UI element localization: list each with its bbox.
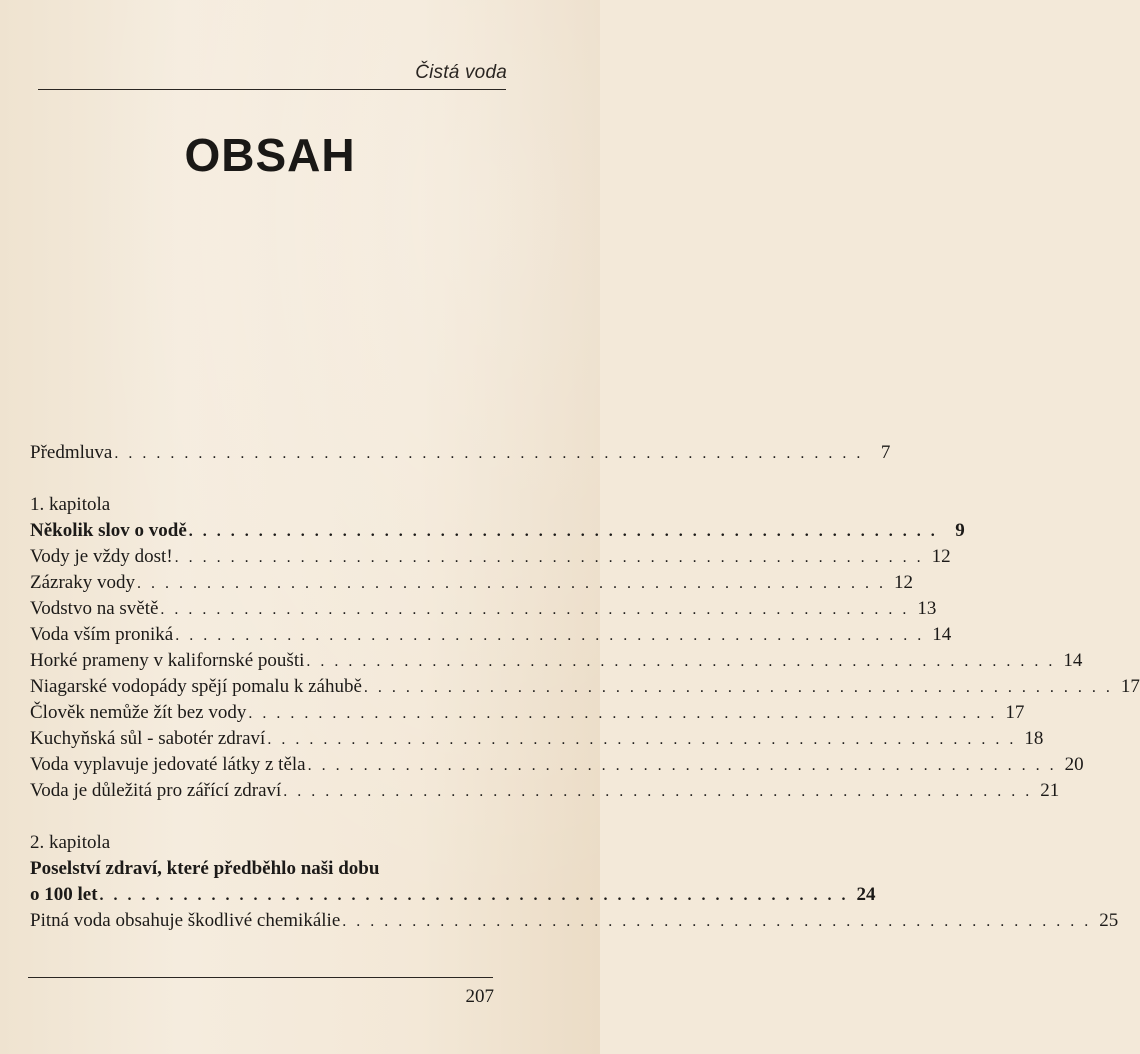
toc-entry-page: 17	[1120, 676, 1140, 697]
toc-entry-label: Voda je důležitá pro zářící zdraví	[30, 780, 282, 801]
toc-entry[interactable]	[30, 778, 1060, 804]
spacer	[30, 804, 493, 830]
toc-entry-label: Předmluva	[30, 442, 113, 463]
leader-dots: . . . . . . . . . . . . . . . . . . . . . . . . . . . . . . . . . . . . . . . . . . . . . . . . . . . . . .	[174, 549, 924, 566]
toc-entry-page: 24	[856, 884, 876, 905]
toc-entry[interactable]	[30, 622, 952, 648]
toc-entry-page: 12	[931, 546, 951, 567]
toc-entry[interactable]	[30, 570, 913, 596]
toc-entry-label: Zázraky vody	[30, 572, 135, 593]
running-header-title: Čistá voda	[415, 62, 507, 83]
toc-entry-page: 7	[880, 442, 891, 463]
leader-dots: . . . . . . . . . . . . . . . . . . . . . . . . . . . . . . . . . . . . . . . . . . . . . . . . . . . . . .	[248, 705, 998, 722]
page-number: 207	[465, 986, 494, 1007]
table-of-contents	[30, 440, 1140, 934]
toc-entry-label: o 100 let	[30, 884, 98, 905]
toc-entry-page: 14	[932, 624, 952, 645]
leader-dots: . . . . . . . . . . . . . . . . . . . . . . . . . . . . . . . . . . . . . . . . . . . . . . . . . . . . . .	[136, 575, 886, 592]
toc-entry[interactable]	[30, 674, 1140, 700]
toc-entry-chapter-2-title[interactable]	[30, 882, 876, 908]
toc-entry[interactable]	[30, 648, 1083, 674]
toc-entry[interactable]	[30, 700, 1025, 726]
toc-entry-page: 12	[893, 572, 913, 593]
chapter-2-title-line-1[interactable]: Poselství zdraví, které předběhlo naši dobu	[30, 858, 380, 879]
leader-dots: . . . . . . . . . . . . . . . . . . . . . . . . . . . . . . . . . . . . . . . . . . . . . . . . . . . . . .	[306, 653, 1056, 670]
toc-entry-page: 20	[1064, 754, 1084, 775]
toc-entry-label: Člověk nemůže žít bez vody	[30, 702, 247, 723]
toc-entry-label: Vody je vždy dost!	[30, 546, 173, 567]
leader-dots: . . . . . . . . . . . . . . . . . . . . . . . . . . . . . . . . . . . . . . . . . . . . . . . . . . . . . .	[99, 887, 849, 904]
toc-entry-page: 25	[1099, 910, 1119, 931]
toc-entry[interactable]	[30, 752, 1084, 778]
leader-dots: . . . . . . . . . . . . . . . . . . . . . . . . . . . . . . . . . . . . . . . . . . . . . . . . . . . . . .	[307, 757, 1057, 774]
toc-entry-page: 13	[917, 598, 937, 619]
leader-dots: . . . . . . . . . . . . . . . . . . . . . . . . . . . . . . . . . . . . . . . . . . . . . . . . . . . . . .	[188, 523, 938, 540]
toc-entry-page: 14	[1063, 650, 1083, 671]
toc-entry-label: Několik slov o vodě	[30, 520, 187, 541]
toc-entry-label: Vodstvo na světě	[30, 598, 159, 619]
chapter-1-number: 1. kapitola	[30, 494, 111, 515]
toc-entry[interactable]	[30, 908, 1119, 934]
header-rule	[38, 89, 506, 90]
leader-dots: . . . . . . . . . . . . . . . . . . . . . . . . . . . . . . . . . . . . . . . . . . . . . . . . . . . . . .	[342, 913, 1092, 930]
leader-dots: . . . . . . . . . . . . . . . . . . . . . . . . . . . . . . . . . . . . . . . . . . . . . . . . . . . . . .	[283, 783, 1033, 800]
toc-entry-preface[interactable]	[30, 440, 891, 466]
toc-entry[interactable]	[30, 596, 937, 622]
toc-entry-label: Voda vyplavuje jedovaté látky z těla	[30, 754, 306, 775]
toc-entry-page: 9	[955, 520, 965, 541]
leader-dots: . . . . . . . . . . . . . . . . . . . . . . . . . . . . . . . . . . . . . . . . . . . . . . . . . . . . . .	[114, 445, 864, 462]
leader-dots: . . . . . . . . . . . . . . . . . . . . . . . . . . . . . . . . . . . . . . . . . . . . . . . . . . . . . .	[160, 601, 910, 618]
toc-entry-label: Voda vším proniká	[30, 624, 174, 645]
toc-entry-chapter-1-title[interactable]	[30, 518, 965, 544]
leader-dots: . . . . . . . . . . . . . . . . . . . . . . . . . . . . . . . . . . . . . . . . . . . . . . . . . . . . . .	[267, 731, 1017, 748]
toc-entry-label: Niagarské vodopády spějí pomalu k záhubě	[30, 676, 362, 697]
toc-entry[interactable]	[30, 726, 1044, 752]
leader-dots: . . . . . . . . . . . . . . . . . . . . . . . . . . . . . . . . . . . . . . . . . . . . . . . . . . . . . .	[175, 627, 925, 644]
toc-entry-page: 21	[1040, 780, 1060, 801]
toc-entry-page: 18	[1024, 728, 1044, 749]
chapter-2-number: 2. kapitola	[30, 832, 111, 853]
footer-rule	[28, 977, 493, 978]
spacer	[30, 466, 493, 492]
toc-entry[interactable]	[30, 544, 951, 570]
toc-entry-page: 17	[1005, 702, 1025, 723]
toc-entry-label: Kuchyňská sůl - sabotér zdraví	[30, 728, 266, 749]
leader-dots: . . . . . . . . . . . . . . . . . . . . . . . . . . . . . . . . . . . . . . . . . . . . . . . . . . . . . .	[363, 679, 1113, 696]
toc-entry-label: Pitná voda obsahuje škodlivé chemikálie	[30, 910, 341, 931]
toc-entry-label: Horké prameny v kalifornské poušti	[30, 650, 305, 671]
page-title: OBSAH	[184, 129, 356, 181]
